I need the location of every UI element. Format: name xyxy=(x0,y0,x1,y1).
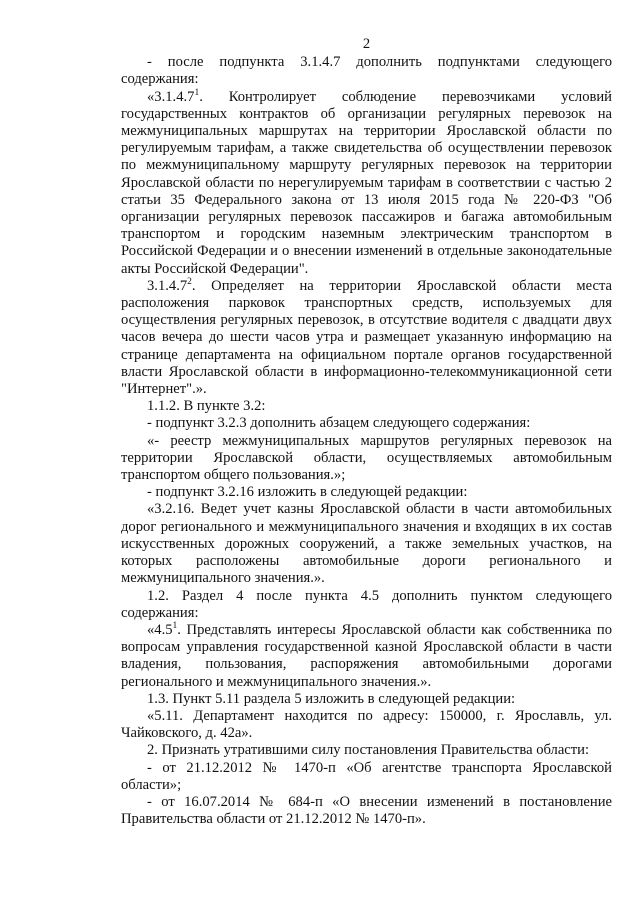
paragraph-10: «$4.5^1$. Представлять интересы Ярославской области как собственника по вопросам управления государственной казной Ярославской области в части владения, пользования, распоряжения автомобильными дорогами регионального и межмуниципального значения.». xyxy=(121,621,612,690)
paragraph-3: 3.1.4.7$^2$. Определяет на территории Ярославской области места расположения парковок транспортных средств, используемых для осуществления регулярных перевозок, в отсутствие водителя с двадцати двух часов вечера до шести часов утра и размещает указанную информацию на странице департамента на официальном портале органов государственной власти Ярославской области в информационно-телекоммуникационной сети "Интернет".». xyxy=(121,276,612,398)
paragraph-2: «3.1.4.7$^1$. Контролирует соблюдение перевозчиками условий государственных контрактов об организации регулярных перевозок на межмуниципальных маршрутах на территории Ярославской области по регулируемым тарифам, а также свидетельства об осуществлении перевозок по межмуниципальному маршруту регулярных перевозок на территории Ярославской области по нерегулируемым тарифам в соответствии с частью 2 статьи 35 Федерального закона от 13 июля 2015 года № 220-ФЗ "Об организации регулярных перевозок пассажиров и багажа автомобильным транспортом и городским наземным электрическим транспортом в Российской Федерации и о внесении изменений в отдельные законодательные акты Российской Федерации". xyxy=(121,87,612,277)
paragraph-14: - от 21.12.2012 № 1470-п «Об агентстве транспорта Ярославской области»; xyxy=(121,759,612,793)
paragraph-15: - от 16.07.2014 № 684-п «О внесении изменений в постановление Правительства области от 21.12.2012 № 1470-п». xyxy=(121,793,612,828)
paragraph-12: «5.11. Департамент находится по адресу: 150000, г. Ярославль, ул. Чайковского, д. 42а». xyxy=(121,707,612,742)
paragraph-8: «3.2.16. Ведет учет казны Ярославской области в части автомобильных дорог регионального и межмуниципального значения и входящих в их состав искусственных дорожных сооружений, а также земельных участков, на которых расположены автомобильные дороги регионального и межмуниципального значения.». xyxy=(121,501,612,587)
paragraph-9: 1.2. Раздел 4 после пункта 4.5 дополнить пунктом следующего содержания: xyxy=(121,587,612,621)
paragraph-11: 1.3. Пункт 5.11 раздела 5 изложить в следующей редакции: xyxy=(147,690,516,707)
page-number: 2 xyxy=(362,36,371,52)
paragraph-6: «- реестр межмуниципальных маршрутов регулярных перевозок на территории Ярославской области, осуществляемых автомобильным транспортом общего пользования.»; xyxy=(121,432,612,484)
paragraph-4: 1.1.2. В пункте 3.2: xyxy=(147,398,266,415)
paragraph-5: - подпункт 3.2.3 дополнить абзацем следующего содержания: xyxy=(147,415,531,432)
paragraph-1: - после подпункта 3.1.4.7 дополнить подпунктами следующего содержания: xyxy=(121,54,612,88)
paragraph-7: - подпункт 3.2.16 изложить в следующей редакции: xyxy=(147,484,468,501)
paragraph-13: 2. Признать утратившими силу постановления Правительства области: xyxy=(147,742,590,759)
